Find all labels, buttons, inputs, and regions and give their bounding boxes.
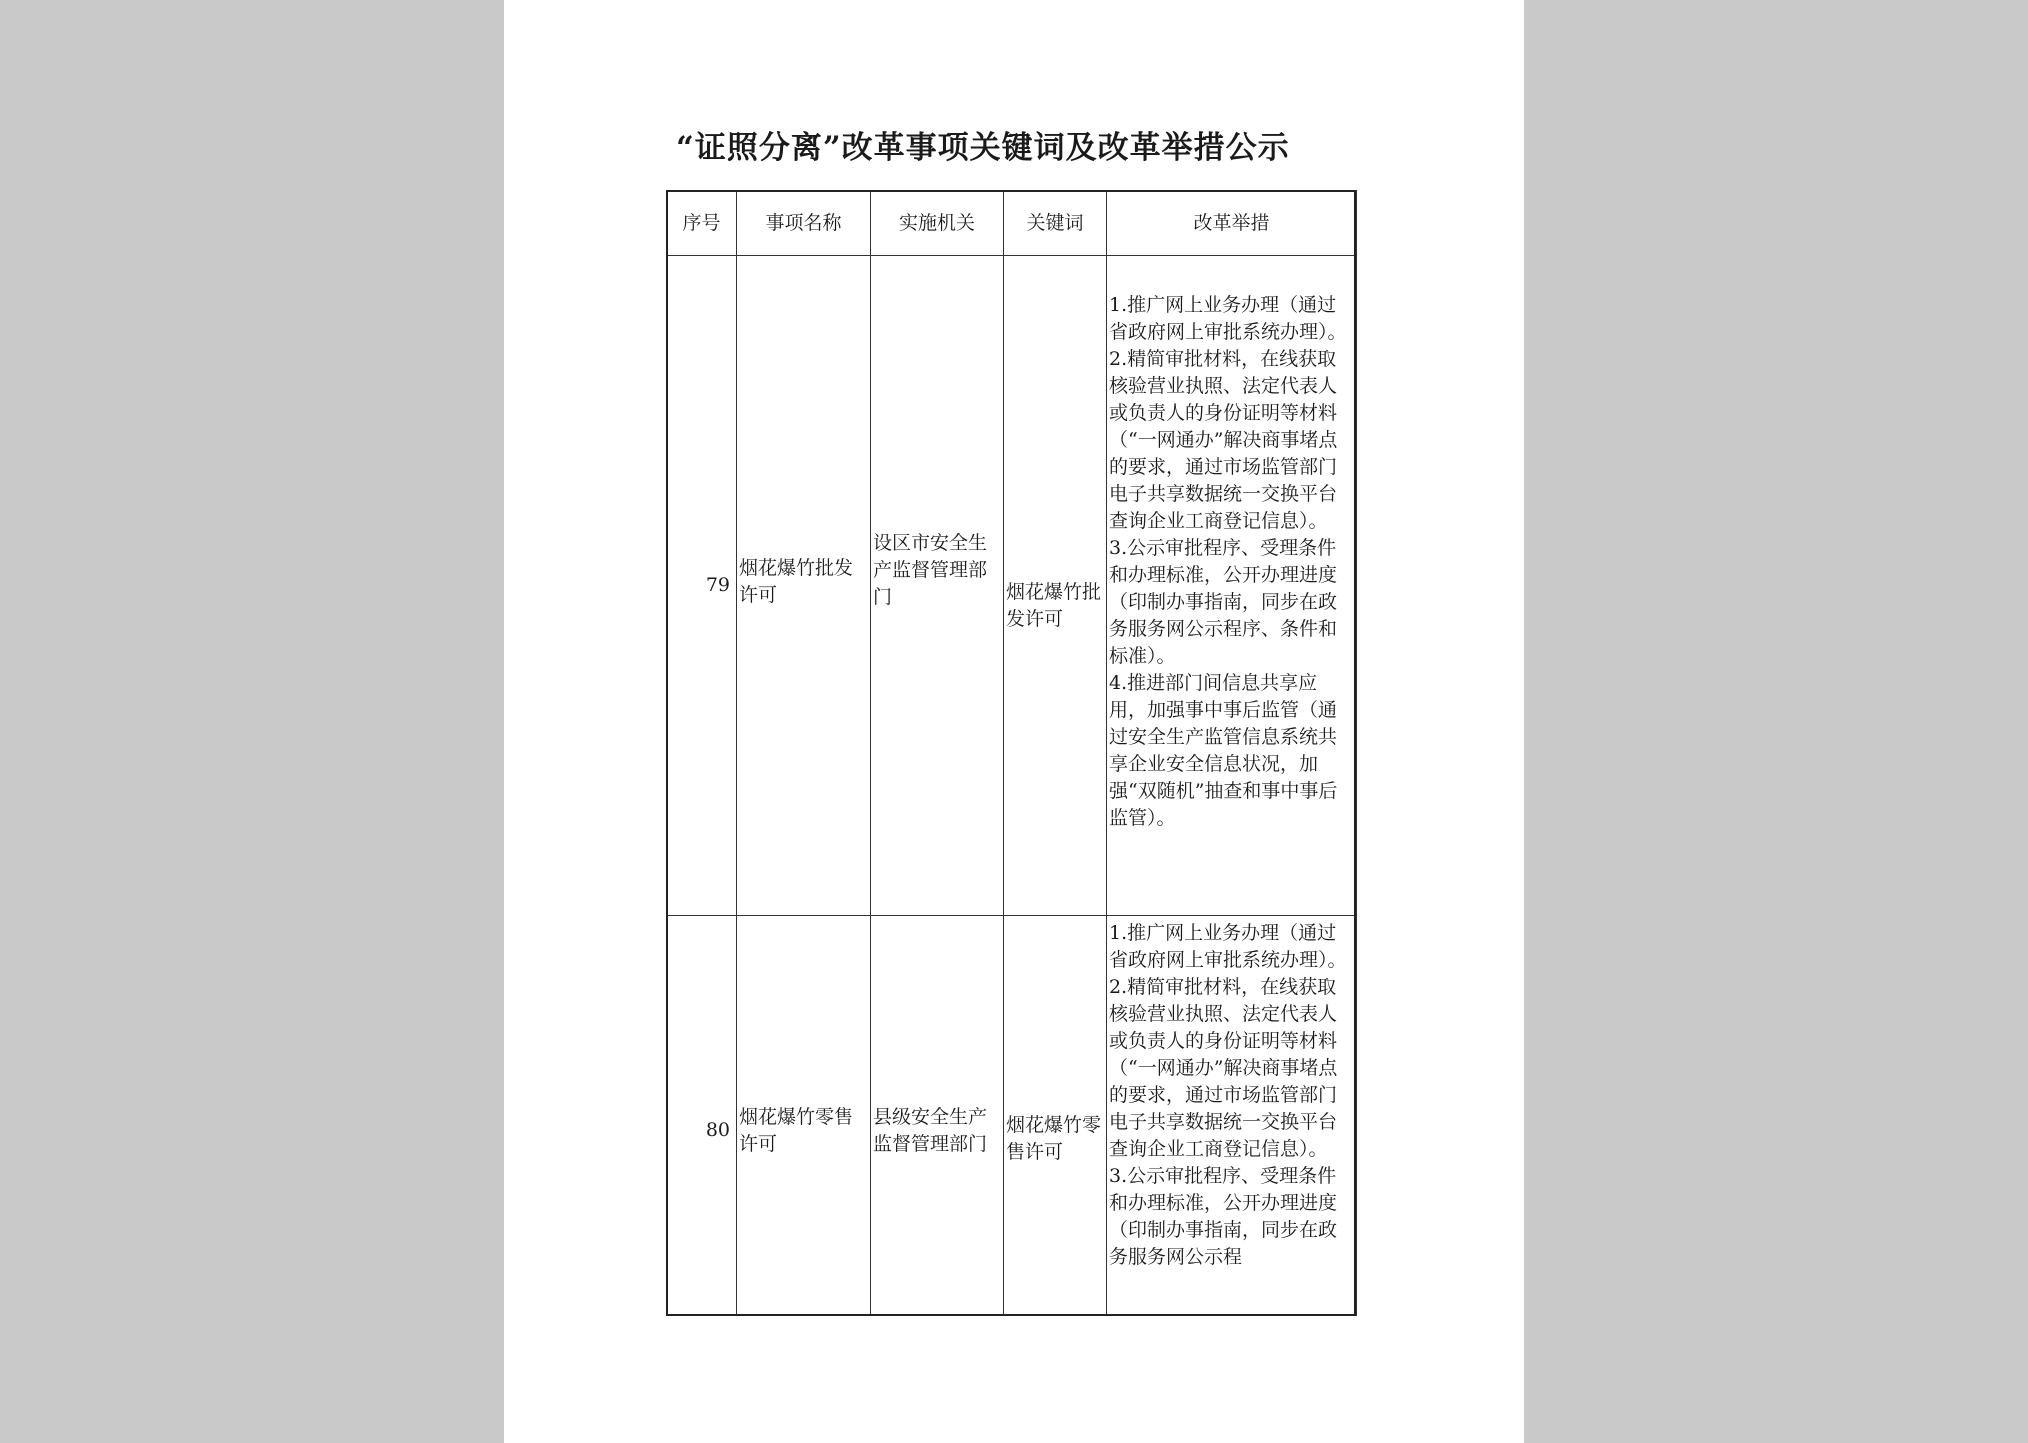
item-name: 烟花爆竹批发许可 bbox=[737, 256, 871, 916]
measure-item: 2.精简审批材料，在线获取核验营业执照、法定代表人或负责人的身份证明等材料（“一网通办”解决商事堵点的要求，通过市场监管部门电子共享数据统一交换平台查询企业工商登记信息）。 bbox=[1109, 348, 1338, 532]
row-number: 80 bbox=[667, 916, 737, 1316]
reform-measures bbox=[1107, 916, 1357, 1316]
keyword: 烟花爆竹批发许可 bbox=[1004, 256, 1107, 916]
keyword: 烟花爆竹零售许可 bbox=[1004, 916, 1107, 1316]
header-cell: 改革举措 bbox=[1107, 191, 1357, 256]
measure-item: 4.推进部门间信息共享应用，加强事中事后监管（通过安全生产监管信息系统共享企业安全信息状况，加强“双随机”抽查和事中事后监管）。 bbox=[1109, 672, 1338, 829]
reform-table bbox=[666, 190, 1357, 1316]
table-header-row bbox=[667, 191, 1357, 256]
table-row bbox=[667, 916, 1357, 1316]
measure-item: 2.精简审批材料，在线获取核验营业执照、法定代表人或负责人的身份证明等材料（“一网通办”解决商事堵点的要求，通过市场监管部门电子共享数据统一交换平台查询企业工商登记信息）。 bbox=[1109, 976, 1338, 1160]
table-row bbox=[667, 256, 1357, 916]
document-page bbox=[504, 0, 1524, 1443]
header-cell: 序号 bbox=[667, 191, 737, 256]
header-cell: 关键词 bbox=[1004, 191, 1107, 256]
document-title: “证照分离”改革事项关键词及改革举措公示 bbox=[676, 130, 1290, 166]
header-cell: 实施机关 bbox=[871, 191, 1004, 256]
measure-item: 1.推广网上业务办理（通过省政府网上审批系统办理）。 bbox=[1109, 922, 1347, 971]
row-number: 79 bbox=[667, 256, 737, 916]
item-name: 烟花爆竹零售许可 bbox=[737, 916, 871, 1316]
header-cell: 事项名称 bbox=[737, 191, 871, 256]
agency: 设区市安全生产监督管理部门 bbox=[871, 256, 1004, 916]
agency: 县级安全生产监督管理部门 bbox=[871, 916, 1004, 1316]
reform-measures bbox=[1107, 256, 1357, 916]
measure-item: 3.公示审批程序、受理条件和办理标准，公开办理进度（印制办事指南，同步在政务服务网公示程序、条件和标准）。 bbox=[1109, 537, 1338, 667]
measure-item: 1.推广网上业务办理（通过省政府网上审批系统办理）。 bbox=[1109, 294, 1347, 343]
measure-item: 3.公示审批程序、受理条件和办理标准，公开办理进度（印制办事指南，同步在政务服务网公示程 bbox=[1109, 1165, 1338, 1268]
